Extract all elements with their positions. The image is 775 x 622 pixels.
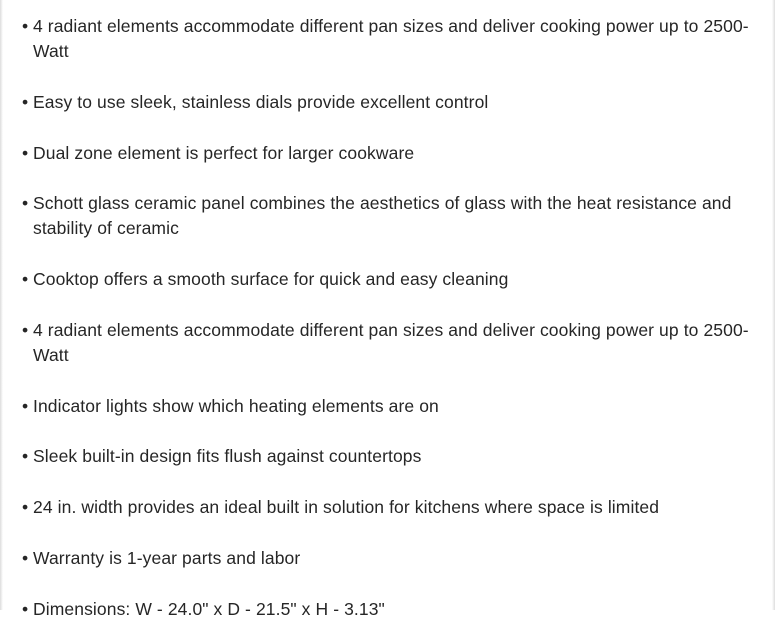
list-item	[22, 597, 753, 622]
list-item-text: Easy to use sleek, stainless dials provide excellent control	[33, 91, 489, 112]
bullet-icon: •	[22, 548, 29, 569]
bullet-icon: •	[22, 497, 29, 518]
list-item-text: Warranty is 1-year parts and labor	[33, 548, 301, 569]
bullet-icon: •	[22, 193, 29, 214]
list-item-text: Cooktop offers a smooth surface for quick and easy cleaning	[33, 269, 509, 290]
list-item	[22, 444, 753, 469]
list-item	[22, 191, 753, 241]
list-item	[22, 141, 753, 166]
list-item	[22, 546, 753, 571]
list-item-text: 4 radiant elements accommodate different pan sizes and deliver cooking power up to 2500-Watt	[33, 16, 749, 61]
list-item	[22, 14, 753, 64]
list-item	[22, 267, 753, 292]
bullet-icon: •	[22, 446, 29, 467]
list-item-text: Sleek built-in design fits flush against countertops	[33, 446, 422, 467]
list-item-text: Dual zone element is perfect for larger cookware	[33, 142, 415, 163]
list-item	[22, 495, 753, 520]
bullet-icon: •	[22, 91, 29, 112]
list-item-text: Dimensions: W - 24.0" x D - 21.5" x H - 3.13"	[33, 598, 385, 619]
bullet-icon: •	[22, 142, 29, 163]
list-item-text: 24 in. width provides an ideal built in solution for kitchens where space is limited	[33, 497, 660, 518]
list-item-text: Indicator lights show which heating elements are on	[33, 395, 439, 416]
bullet-icon: •	[22, 16, 29, 36]
bullet-icon: •	[22, 598, 29, 619]
bullet-icon: •	[22, 319, 29, 340]
page-left-edge-shadow	[0, 0, 3, 610]
list-item	[22, 394, 753, 419]
bullet-icon: •	[22, 395, 29, 416]
list-item-text: 4 radiant elements accommodate different pan sizes and deliver cooking power up to 2500-Watt	[33, 319, 749, 365]
list-item	[22, 90, 753, 115]
list-item-text: Schott glass ceramic panel combines the aesthetics of glass with the heat resistance and stability of ceramic	[33, 193, 732, 239]
list-item	[22, 318, 753, 368]
bullet-icon: •	[22, 269, 29, 290]
